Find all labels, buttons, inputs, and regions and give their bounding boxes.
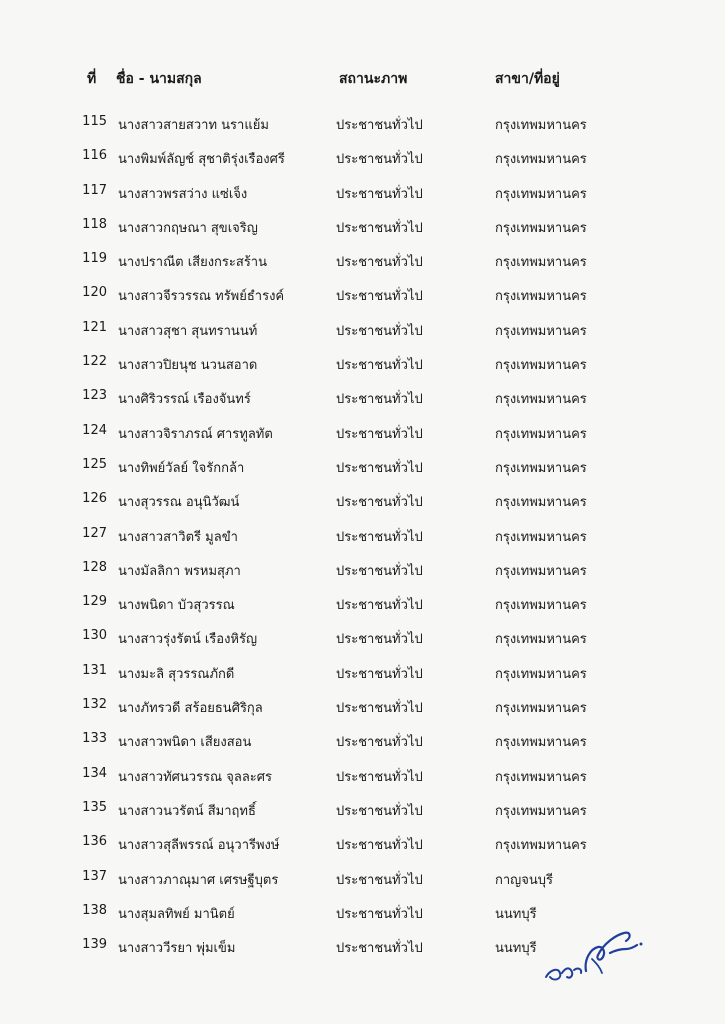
row-status: ประชาชนทั่วไป	[336, 632, 423, 648]
row-number: 136	[82, 834, 107, 850]
row-name: นางทิพย์วัลย์ ใจรักกล้า	[118, 460, 245, 476]
row-branch: กรุงเทพมหานคร	[495, 529, 587, 545]
row-number: 135	[82, 799, 107, 815]
table-row	[0, 247, 725, 281]
row-number: 116	[82, 148, 107, 164]
row-name: นางสาวสาวิตรี มูลขำ	[118, 529, 238, 545]
row-branch: กรุงเทพมหานคร	[495, 460, 587, 476]
row-status: ประชาชนทั่วไป	[336, 460, 423, 476]
row-name: นางสุมลทิพย์ มานิตย์	[118, 906, 235, 922]
row-number: 127	[82, 525, 107, 541]
row-number: 137	[82, 868, 107, 884]
row-name: นางสาวทัศนวรรณ จุลละศร	[118, 769, 273, 785]
row-status: ประชาชนทั่วไป	[336, 426, 423, 442]
table-row	[0, 659, 725, 693]
row-status: ประชาชนทั่วไป	[336, 735, 423, 751]
row-number: 126	[82, 491, 107, 507]
table-row	[0, 453, 725, 487]
row-number: 122	[82, 354, 107, 370]
row-name: นางสาวจิราภรณ์ ศารทูลทัต	[118, 426, 273, 442]
table-row	[0, 281, 725, 315]
table-row	[0, 487, 725, 521]
row-status: ประชาชนทั่วไป	[336, 220, 423, 236]
table-row	[0, 419, 725, 453]
row-name: นางสาวสุชา สุนทรานนท์	[118, 323, 258, 339]
table-row	[0, 110, 725, 144]
row-branch: กรุงเทพมหานคร	[495, 255, 587, 271]
row-branch: กรุงเทพมหานคร	[495, 392, 587, 408]
row-status: ประชาชนทั่วไป	[336, 152, 423, 168]
row-status: ประชาชนทั่วไป	[336, 289, 423, 305]
row-number: 115	[82, 114, 107, 129]
row-branch: กรุงเทพมหานคร	[495, 186, 587, 202]
table-row	[0, 727, 725, 761]
table-header	[0, 68, 725, 92]
row-name: นางสาวกฤษณา สุขเจริญ	[118, 220, 258, 236]
row-status: ประชาชนทั่วไป	[336, 495, 423, 511]
row-name: นางพิมพ์ลัญช์ สุชาติรุ่งเรืองศรี	[118, 152, 285, 168]
row-name: นางสาววีรยา พุ่มเข็ม	[118, 941, 236, 957]
table-row	[0, 762, 725, 796]
table-row	[0, 213, 725, 247]
row-branch: กรุงเทพมหานคร	[495, 426, 587, 442]
row-branch: กรุงเทพมหานคร	[495, 666, 587, 682]
row-status: ประชาชนทั่วไป	[336, 118, 423, 133]
row-number: 124	[82, 422, 107, 438]
table-row	[0, 556, 725, 590]
row-branch: นนทบุรี	[495, 941, 537, 957]
row-branch: กรุงเทพมหานคร	[495, 323, 587, 339]
row-name: นางปราณีต เสียงกระสร้าน	[118, 255, 267, 271]
row-branch: กรุงเทพมหานคร	[495, 152, 587, 168]
header-branch: สาขา/ที่อยู่	[495, 71, 560, 87]
row-number: 123	[82, 388, 107, 404]
row-status: ประชาชนทั่วไป	[336, 186, 423, 202]
row-name: นางมัลลิกา พรหมสุภา	[118, 563, 241, 579]
row-branch: กรุงเทพมหานคร	[495, 769, 587, 785]
row-name: นางภัทรวดี สร้อยธนศิริกุล	[118, 701, 263, 717]
row-number: 121	[82, 319, 107, 335]
row-branch: กรุงเทพมหานคร	[495, 563, 587, 579]
row-number: 117	[82, 182, 107, 198]
row-status: ประชาชนทั่วไป	[336, 392, 423, 408]
row-number: 139	[82, 937, 107, 953]
row-number: 132	[82, 697, 107, 713]
header-name: ชื่อ - นามสกุล	[116, 71, 202, 87]
table-row	[0, 624, 725, 658]
row-status: ประชาชนทั่วไป	[336, 769, 423, 785]
row-branch: กรุงเทพมหานคร	[495, 735, 587, 751]
row-number: 128	[82, 559, 107, 575]
row-status: ประชาชนทั่วไป	[336, 701, 423, 717]
row-number: 138	[82, 902, 107, 918]
table-row	[0, 384, 725, 418]
row-name: นางศิริวรรณ์ เรืองจันทร์	[118, 392, 251, 408]
row-status: ประชาชนทั่วไป	[336, 941, 423, 957]
table-row	[0, 144, 725, 178]
row-branch: กรุงเทพมหานคร	[495, 803, 587, 819]
row-status: ประชาชนทั่วไป	[336, 666, 423, 682]
header-no: ที่	[87, 71, 97, 87]
table-row	[0, 865, 725, 899]
row-status: ประชาชนทั่วไป	[336, 906, 423, 922]
row-name: นางสาวพนิดา เสียงสอน	[118, 735, 252, 751]
row-status: ประชาชนทั่วไป	[336, 803, 423, 819]
row-number: 125	[82, 456, 107, 472]
row-status: ประชาชนทั่วไป	[336, 255, 423, 271]
row-branch: กาญจนบุรี	[495, 872, 553, 888]
table-row	[0, 179, 725, 213]
row-branch: กรุงเทพมหานคร	[495, 220, 587, 236]
row-branch: กรุงเทพมหานคร	[495, 701, 587, 717]
table-row	[0, 693, 725, 727]
row-status: ประชาชนทั่วไป	[336, 358, 423, 374]
row-status: ประชาชนทั่วไป	[336, 838, 423, 854]
row-number: 134	[82, 765, 107, 781]
row-name: นางสาวสุลีพรรณ์ อนุวารีพงษ์	[118, 838, 280, 854]
row-number: 129	[82, 594, 107, 610]
table-row	[0, 316, 725, 350]
row-name: นางพนิดา บัวสุวรรณ	[118, 598, 235, 614]
row-branch: กรุงเทพมหานคร	[495, 118, 587, 133]
row-number: 119	[82, 251, 107, 267]
row-branch: กรุงเทพมหานคร	[495, 598, 587, 614]
table-row	[0, 590, 725, 624]
row-name: นางสาวจีรวรรณ ทรัพย์ธำรงค์	[118, 289, 285, 305]
row-status: ประชาชนทั่วไป	[336, 872, 423, 888]
row-status: ประชาชนทั่วไป	[336, 563, 423, 579]
row-branch: กรุงเทพมหานคร	[495, 289, 587, 305]
row-branch: กรุงเทพมหานคร	[495, 495, 587, 511]
row-name: นางสาวรุ่งรัตน์ เรืองหิรัญ	[118, 632, 258, 648]
row-number: 130	[82, 628, 107, 644]
row-branch: นนทบุรี	[495, 906, 537, 922]
table-row	[0, 522, 725, 556]
header-status: สถานะภาพ	[339, 71, 408, 87]
row-name: นางสาวพรสว่าง แซ่เจ็ง	[118, 186, 248, 202]
table-row	[0, 796, 725, 830]
row-status: ประชาชนทั่วไป	[336, 323, 423, 339]
table-body	[0, 110, 725, 967]
row-name: นางสาวปิยนุช นวนสอาด	[118, 358, 258, 374]
row-name: นางสุวรรณ อนุนิวัฒน์	[118, 495, 240, 511]
handwritten-signature	[540, 915, 650, 995]
row-name: นางสาวภาณุมาศ เศรษฐีบุตร	[118, 872, 279, 888]
row-number: 131	[82, 662, 107, 678]
row-name: นางสาวสายสวาท นราแย้ม	[118, 118, 269, 133]
row-branch: กรุงเทพมหานคร	[495, 838, 587, 854]
table-row	[0, 350, 725, 384]
table-row	[0, 830, 725, 864]
row-branch: กรุงเทพมหานคร	[495, 632, 587, 648]
row-name: นางมะลิ สุวรรณภักดี	[118, 666, 235, 682]
row-name: นางสาวนวรัตน์ สีมาฤทธิ์	[118, 803, 256, 819]
row-status: ประชาชนทั่วไป	[336, 598, 423, 614]
row-branch: กรุงเทพมหานคร	[495, 358, 587, 374]
row-number: 120	[82, 285, 107, 301]
row-number: 133	[82, 731, 107, 747]
row-number: 118	[82, 216, 107, 232]
row-status: ประชาชนทั่วไป	[336, 529, 423, 545]
